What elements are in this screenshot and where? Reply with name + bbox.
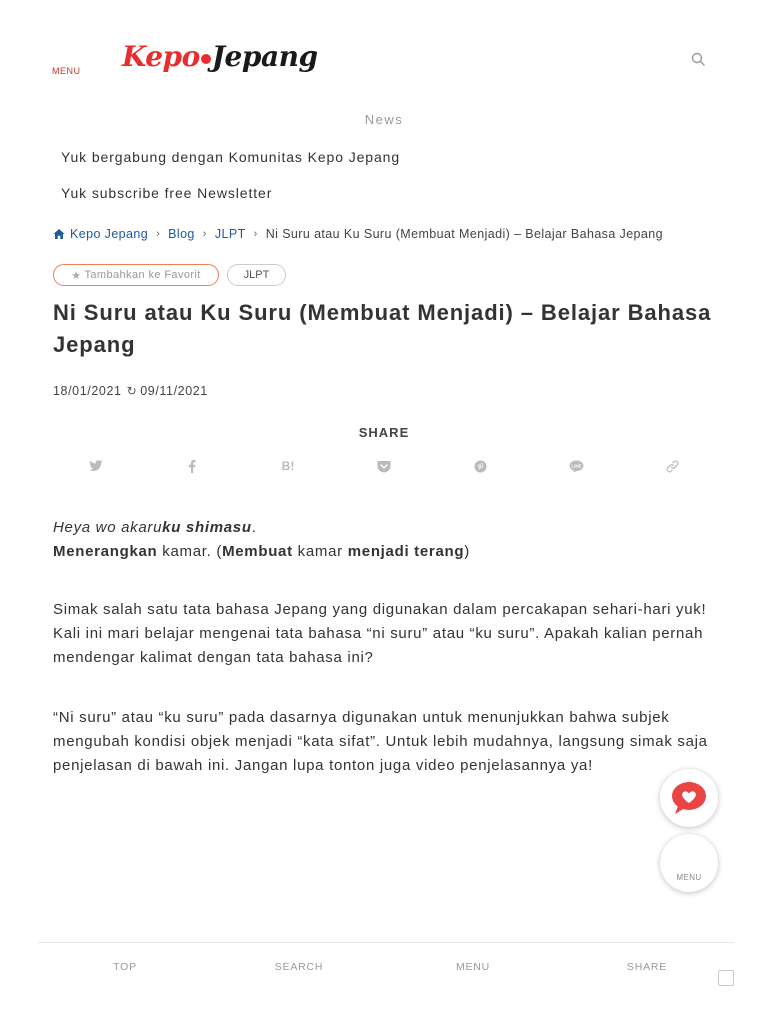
newsletter-promo-link[interactable]: Yuk subscribe free Newsletter — [61, 185, 273, 201]
breadcrumb-current: Ni Suru atau Ku Suru (Membuat Menjadi) – Belajar Bahasa Jepang — [265, 227, 663, 241]
breadcrumb-home[interactable]: Kepo Jepang — [70, 227, 149, 241]
bottom-nav-share[interactable]: SHARE — [626, 961, 668, 973]
nav-news-link[interactable]: News — [364, 112, 404, 127]
community-promo-link[interactable]: Yuk bergabung dengan Komunitas Kepo Jepang — [61, 149, 401, 165]
bottom-nav-menu[interactable]: MENU — [455, 961, 491, 973]
intro-bold-1: Menerangkan — [53, 543, 158, 560]
svg-text:LINE: LINE — [570, 463, 582, 469]
chevron-right-icon: › — [253, 228, 258, 240]
intro-line-2 — [53, 540, 723, 564]
article-intro — [53, 516, 723, 564]
star-icon: ★ — [71, 269, 82, 282]
intro-italic-text: Heya wo akaru — [53, 519, 163, 536]
breadcrumb-category[interactable]: JLPT — [214, 227, 246, 241]
intro-text-1: kamar. ( — [157, 543, 223, 560]
intro-text-2: kamar — [292, 543, 348, 560]
site-header — [0, 0, 768, 100]
broken-image-icon — [718, 970, 734, 986]
updated-date: 09/11/2021 — [140, 384, 208, 398]
page-title: Ni Suru atau Ku Suru (Membuat Menjadi) – Belajar Bahasa Jepang — [53, 300, 712, 357]
chevron-right-icon: › — [202, 228, 207, 240]
logo-dot-icon — [201, 54, 211, 64]
chevron-right-icon: › — [156, 228, 161, 240]
add-favorite-label: Tambahkan ke Favorit — [84, 269, 201, 281]
intro-bold-2: Membuat — [222, 543, 293, 560]
favorite-heart-button[interactable] — [660, 769, 718, 827]
refresh-icon: ↻ — [126, 384, 138, 398]
intro-line-1 — [53, 516, 723, 540]
bottom-nav-top[interactable]: TOP — [113, 961, 137, 973]
intro-period: . — [251, 519, 257, 536]
site-logo[interactable] — [122, 40, 318, 73]
intro-text-3: ) — [464, 543, 470, 560]
logo-text-jepang: Jepang — [211, 40, 318, 73]
published-date: 18/01/2021 — [53, 384, 122, 398]
search-icon[interactable] — [690, 51, 708, 69]
article-paragraph-2: “Ni suru” atau “ku suru” pada dasarnya digunakan untuk menunjukkan bahwa subjek mengubah kondisi objek menjadi “kata sifat”. Untuk lebih mudahnya, langsung simak saja penjelasan di bawah ini. Jangan lupa tonton juga video penjelasannya ya! — [53, 709, 708, 774]
menu-button[interactable]: MENU — [52, 66, 81, 76]
heart-chat-icon — [670, 781, 708, 815]
bottom-nav-bar — [38, 942, 734, 990]
bottom-nav-search[interactable]: SEARCH — [274, 961, 324, 973]
intro-bold-3: menjadi terang — [347, 543, 465, 560]
floating-menu-label: MENU — [676, 873, 702, 882]
floating-menu-button[interactable] — [660, 834, 718, 892]
category-tag[interactable]: JLPT — [227, 264, 286, 286]
add-favorite-button[interactable] — [53, 264, 219, 286]
twitter-icon[interactable] — [48, 456, 144, 476]
logo-text-kepo: Kepo — [122, 40, 200, 73]
pinterest-icon[interactable] — [432, 456, 528, 476]
intro-italic-bold-text: ku shimasu — [162, 519, 252, 536]
line-icon[interactable] — [528, 456, 624, 476]
share-heading: SHARE — [358, 425, 410, 440]
link-icon[interactable] — [624, 456, 720, 476]
breadcrumb-blog[interactable]: Blog — [168, 227, 195, 241]
facebook-icon[interactable] — [144, 456, 240, 476]
hatena-icon[interactable]: B! — [281, 459, 295, 473]
breadcrumb — [53, 227, 663, 241]
pocket-icon[interactable] — [336, 456, 432, 476]
post-dates — [53, 384, 208, 398]
home-icon — [53, 228, 65, 240]
article-paragraph-1: Simak salah satu tata bahasa Jepang yang digunakan dalam percakapan sehari-hari yuk! Kali ini mari belajar mengenai tata bahasa “ni suru” atau “ku suru”. Apakah kalian pernah mendengar kalimat dengan tata bahasa ini? — [53, 601, 707, 666]
share-buttons — [48, 456, 720, 476]
